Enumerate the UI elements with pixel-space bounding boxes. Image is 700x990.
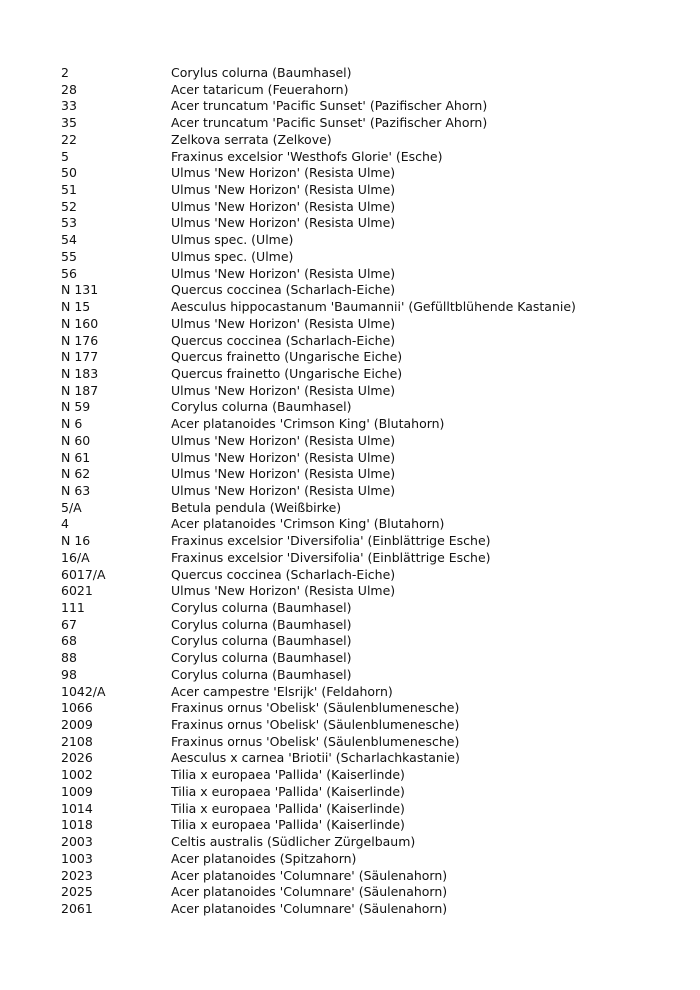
tree-species: Celtis australis (Südlicher Zürgelbaum) [171, 834, 416, 850]
tree-species: Corylus colurna (Baumhasel) [171, 65, 352, 80]
tree-species: Acer platanoides 'Columnare' (Säulenahorn) [171, 884, 448, 900]
tree-species: Tilia x europaea 'Pallida' (Kaiserlinde) [171, 817, 405, 833]
list-item [61, 182, 681, 199]
tree-species: Acer tataricum (Feuerahorn) [171, 81, 349, 97]
list-item [61, 600, 681, 617]
tree-species: Corylus colurna (Baumhasel) [171, 399, 352, 415]
tree-number: 28 [61, 81, 77, 97]
tree-species: Ulmus 'New Horizon' (Resista Ulme) [171, 482, 396, 498]
tree-number: 1042/A [61, 683, 106, 699]
list-item [61, 433, 681, 450]
list-item [61, 500, 681, 517]
tree-number: 6021 [61, 583, 93, 599]
tree-species: Quercus coccinea (Scharlach-Eiche) [171, 282, 396, 298]
list-item [61, 215, 681, 232]
list-item [61, 734, 681, 751]
tree-number: 2026 [61, 750, 93, 766]
tree-list [61, 65, 681, 918]
tree-number: 35 [61, 115, 77, 131]
list-item [61, 750, 681, 767]
tree-species: Fraxinus excelsior 'Westhofs Glorie' (Esche) [171, 148, 443, 164]
tree-number: N 6 [61, 416, 83, 432]
tree-species: Tilia x europaea 'Pallida' (Kaiserlinde) [171, 800, 405, 816]
tree-species: Ulmus 'New Horizon' (Resista Ulme) [171, 583, 396, 599]
tree-number: N 15 [61, 299, 91, 315]
tree-species: Betula pendula (Weißbirke) [171, 499, 342, 515]
list-item [61, 717, 681, 734]
list-item [61, 132, 681, 149]
tree-number: 1009 [61, 783, 93, 799]
tree-species: Zelkova serrata (Zelkove) [171, 131, 332, 147]
list-item [61, 115, 681, 132]
list-item [61, 667, 681, 684]
list-item [61, 767, 681, 784]
list-item [61, 98, 681, 115]
tree-species: Acer platanoides 'Columnare' (Säulenahorn) [171, 900, 448, 916]
list-item [61, 817, 681, 834]
list-item [61, 851, 681, 868]
tree-species: Quercus frainetto (Ungarische Eiche) [171, 365, 403, 381]
list-item [61, 801, 681, 818]
tree-number: 2 [61, 65, 69, 80]
tree-number: 54 [61, 232, 77, 248]
tree-number: 50 [61, 165, 77, 181]
tree-species: Quercus frainetto (Ungarische Eiche) [171, 349, 403, 365]
list-item [61, 149, 681, 166]
tree-species: Ulmus spec. (Ulme) [171, 248, 294, 264]
tree-species: Acer campestre 'Elsrijk' (Feldahorn) [171, 683, 393, 699]
tree-species: Ulmus 'New Horizon' (Resista Ulme) [171, 215, 396, 231]
tree-species: Ulmus 'New Horizon' (Resista Ulme) [171, 466, 396, 482]
tree-number: 56 [61, 265, 77, 281]
tree-number: 1066 [61, 700, 93, 716]
list-item [61, 784, 681, 801]
tree-number: N 183 [61, 365, 99, 381]
list-item [61, 700, 681, 717]
tree-species: Corylus colurna (Baumhasel) [171, 666, 352, 682]
list-item [61, 299, 681, 316]
tree-species: Acer platanoides 'Columnare' (Säulenahorn) [171, 867, 448, 883]
tree-number: N 61 [61, 449, 91, 465]
list-item [61, 65, 681, 82]
tree-number: 2003 [61, 834, 93, 850]
list-item [61, 266, 681, 283]
tree-number: N 16 [61, 533, 91, 549]
tree-species: Fraxinus ornus 'Obelisk' (Säulenblumenesche) [171, 717, 460, 733]
list-item [61, 650, 681, 667]
list-item [61, 516, 681, 533]
tree-species: Ulmus spec. (Ulme) [171, 232, 294, 248]
tree-species: Corylus colurna (Baumhasel) [171, 650, 352, 666]
tree-species: Corylus colurna (Baumhasel) [171, 616, 352, 632]
tree-number: 1018 [61, 817, 93, 833]
tree-species: Ulmus 'New Horizon' (Resista Ulme) [171, 182, 396, 198]
tree-number: 2009 [61, 717, 93, 733]
list-item [61, 416, 681, 433]
tree-number: 22 [61, 131, 77, 147]
list-item [61, 884, 681, 901]
list-item [61, 684, 681, 701]
tree-species: Ulmus 'New Horizon' (Resista Ulme) [171, 315, 396, 331]
tree-number: 53 [61, 215, 77, 231]
tree-number: 67 [61, 616, 77, 632]
tree-number: N 177 [61, 349, 99, 365]
tree-species: Tilia x europaea 'Pallida' (Kaiserlinde) [171, 767, 405, 783]
list-item [61, 366, 681, 383]
tree-number: N 63 [61, 482, 91, 498]
list-item [61, 617, 681, 634]
tree-number: 2025 [61, 884, 93, 900]
tree-number: 16/A [61, 549, 90, 565]
tree-number: 98 [61, 666, 77, 682]
tree-number: N 187 [61, 382, 99, 398]
list-item [61, 199, 681, 216]
list-item [61, 82, 681, 99]
tree-number: N 160 [61, 315, 99, 331]
tree-number: 5 [61, 148, 69, 164]
tree-species: Fraxinus ornus 'Obelisk' (Säulenblumenesche) [171, 700, 460, 716]
list-item [61, 533, 681, 550]
list-item [61, 567, 681, 584]
tree-number: 111 [61, 600, 85, 615]
tree-number: 33 [61, 98, 77, 114]
list-item [61, 333, 681, 350]
tree-species: Corylus colurna (Baumhasel) [171, 633, 352, 649]
tree-species: Acer truncatum 'Pacific Sunset' (Pazifischer Ahorn) [171, 98, 488, 114]
tree-species: Ulmus 'New Horizon' (Resista Ulme) [171, 198, 396, 214]
tree-number: 1014 [61, 800, 93, 816]
tree-number: 88 [61, 650, 77, 666]
list-item [61, 232, 681, 249]
tree-species: Quercus coccinea (Scharlach-Eiche) [171, 332, 396, 348]
list-item [61, 483, 681, 500]
tree-number: 2023 [61, 867, 93, 883]
tree-species: Ulmus 'New Horizon' (Resista Ulme) [171, 449, 396, 465]
tree-number: N 59 [61, 399, 91, 415]
list-item [61, 249, 681, 266]
list-item [61, 466, 681, 483]
tree-number: 1003 [61, 850, 93, 866]
tree-species: Ulmus 'New Horizon' (Resista Ulme) [171, 165, 396, 181]
tree-species: Fraxinus excelsior 'Diversifolia' (Einblättrige Esche) [171, 549, 491, 565]
tree-number: 55 [61, 248, 77, 264]
tree-number: 52 [61, 198, 77, 214]
tree-number: 4 [61, 516, 69, 532]
tree-number: 1002 [61, 767, 93, 783]
tree-species: Ulmus 'New Horizon' (Resista Ulme) [171, 432, 396, 448]
tree-species: Acer platanoides (Spitzahorn) [171, 850, 357, 866]
tree-number: N 62 [61, 466, 91, 482]
tree-species: Ulmus 'New Horizon' (Resista Ulme) [171, 382, 396, 398]
tree-species: Tilia x europaea 'Pallida' (Kaiserlinde) [171, 783, 405, 799]
list-item [61, 383, 681, 400]
list-item [61, 834, 681, 851]
list-item [61, 450, 681, 467]
list-item [61, 316, 681, 333]
tree-number: N 131 [61, 282, 99, 298]
tree-species: Corylus colurna (Baumhasel) [171, 600, 352, 615]
list-item [61, 583, 681, 600]
tree-number: 51 [61, 182, 77, 198]
tree-number: 68 [61, 633, 77, 649]
tree-number: 5/A [61, 499, 82, 515]
tree-species: Aesculus hippocastanum 'Baumannii' (Gefülltblühende Kastanie) [171, 299, 576, 315]
tree-species: Acer truncatum 'Pacific Sunset' (Pazifischer Ahorn) [171, 115, 488, 131]
tree-species: Acer platanoides 'Crimson King' (Blutahorn) [171, 516, 445, 532]
list-item [61, 550, 681, 567]
list-item [61, 399, 681, 416]
tree-species: Fraxinus ornus 'Obelisk' (Säulenblumenesche) [171, 733, 460, 749]
tree-number: N 176 [61, 332, 99, 348]
list-item [61, 633, 681, 650]
tree-species: Fraxinus excelsior 'Diversifolia' (Einblättrige Esche) [171, 533, 491, 549]
tree-species: Ulmus 'New Horizon' (Resista Ulme) [171, 265, 396, 281]
list-item [61, 868, 681, 885]
tree-species: Aesculus x carnea 'Briotii' (Scharlachkastanie) [171, 750, 460, 766]
tree-number: N 60 [61, 432, 91, 448]
list-item [61, 349, 681, 366]
list-item [61, 282, 681, 299]
tree-species: Acer platanoides 'Crimson King' (Blutahorn) [171, 416, 445, 432]
tree-number: 2108 [61, 733, 93, 749]
tree-number: 6017/A [61, 566, 106, 582]
tree-number: 2061 [61, 900, 93, 916]
list-item [61, 901, 681, 918]
tree-species: Quercus coccinea (Scharlach-Eiche) [171, 566, 396, 582]
list-item [61, 165, 681, 182]
